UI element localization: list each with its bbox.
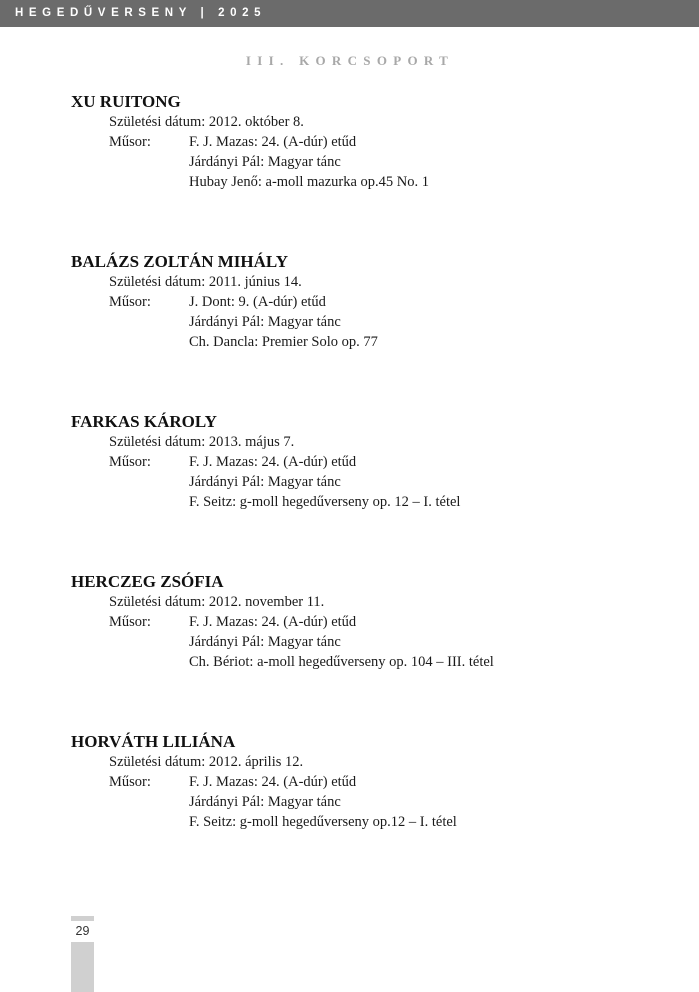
competitor-entry xyxy=(71,732,671,832)
program-item: F. Seitz: g-moll hegedűverseny op. 12 – I. tétel xyxy=(189,494,461,510)
competitor-name: HERCZEG ZSÓFIA xyxy=(71,572,224,591)
program-item: Járdányi Pál: Magyar tánc xyxy=(189,474,341,490)
page-tab-top-strip xyxy=(71,916,94,921)
program-item: Hubay Jenő: a-moll mazurka op.45 No. 1 xyxy=(189,174,430,190)
birth-date: Születési dátum: 2012. április 12. xyxy=(109,754,304,770)
page-number: 29 xyxy=(75,924,90,938)
program-label: Műsor: xyxy=(109,454,151,470)
header-bar xyxy=(0,0,699,27)
header-title: HEGEDŰVERSENY | 2025 xyxy=(15,7,267,19)
section-label: III. KORCSOPORT xyxy=(245,53,455,68)
program-item: F. J. Mazas: 24. (A-dúr) etűd xyxy=(189,614,357,630)
program-item: Járdányi Pál: Magyar tánc xyxy=(189,634,341,650)
program-label: Műsor: xyxy=(109,614,151,630)
birth-date: Születési dátum: 2012. október 8. xyxy=(109,114,304,130)
competitor-entry xyxy=(71,572,671,672)
program-item: F. J. Mazas: 24. (A-dúr) etűd xyxy=(189,774,357,790)
page-number-tab xyxy=(71,916,94,992)
program-item: F. J. Mazas: 24. (A-dúr) etűd xyxy=(189,454,357,470)
competitor-name: FARKAS KÁROLY xyxy=(71,412,217,431)
competitor-entry xyxy=(71,252,671,352)
competitor-name: XU RUITONG xyxy=(71,92,181,111)
birth-date: Születési dátum: 2012. november 11. xyxy=(109,594,325,610)
competitor-entry xyxy=(71,92,671,192)
program-label: Műsor: xyxy=(109,134,151,150)
program-item: F. J. Mazas: 24. (A-dúr) etűd xyxy=(189,134,357,150)
program-label: Műsor: xyxy=(109,774,151,790)
program-item: Ch. Bériot: a-moll hegedűverseny op. 104 – III. tétel xyxy=(189,654,494,670)
program-item: F. Seitz: g-moll hegedűverseny op.12 – I. tétel xyxy=(189,814,457,830)
competitor-name: HORVÁTH LILIÁNA xyxy=(71,732,236,751)
program-item: J. Dont: 9. (A-dúr) etűd xyxy=(189,294,326,310)
birth-date: Születési dátum: 2013. május 7. xyxy=(109,434,295,450)
program-item: Járdányi Pál: Magyar tánc xyxy=(189,154,341,170)
competitor-name: BALÁZS ZOLTÁN MIHÁLY xyxy=(71,252,288,271)
program-item: Járdányi Pál: Magyar tánc xyxy=(189,314,341,330)
birth-date: Születési dátum: 2011. június 14. xyxy=(109,274,302,290)
program-item: Ch. Dancla: Premier Solo op. 77 xyxy=(189,334,378,350)
page-tab-bottom-strip xyxy=(71,942,94,992)
competitor-entry xyxy=(71,412,671,512)
program-item: Járdányi Pál: Magyar tánc xyxy=(189,794,341,810)
program-label: Műsor: xyxy=(109,294,151,310)
